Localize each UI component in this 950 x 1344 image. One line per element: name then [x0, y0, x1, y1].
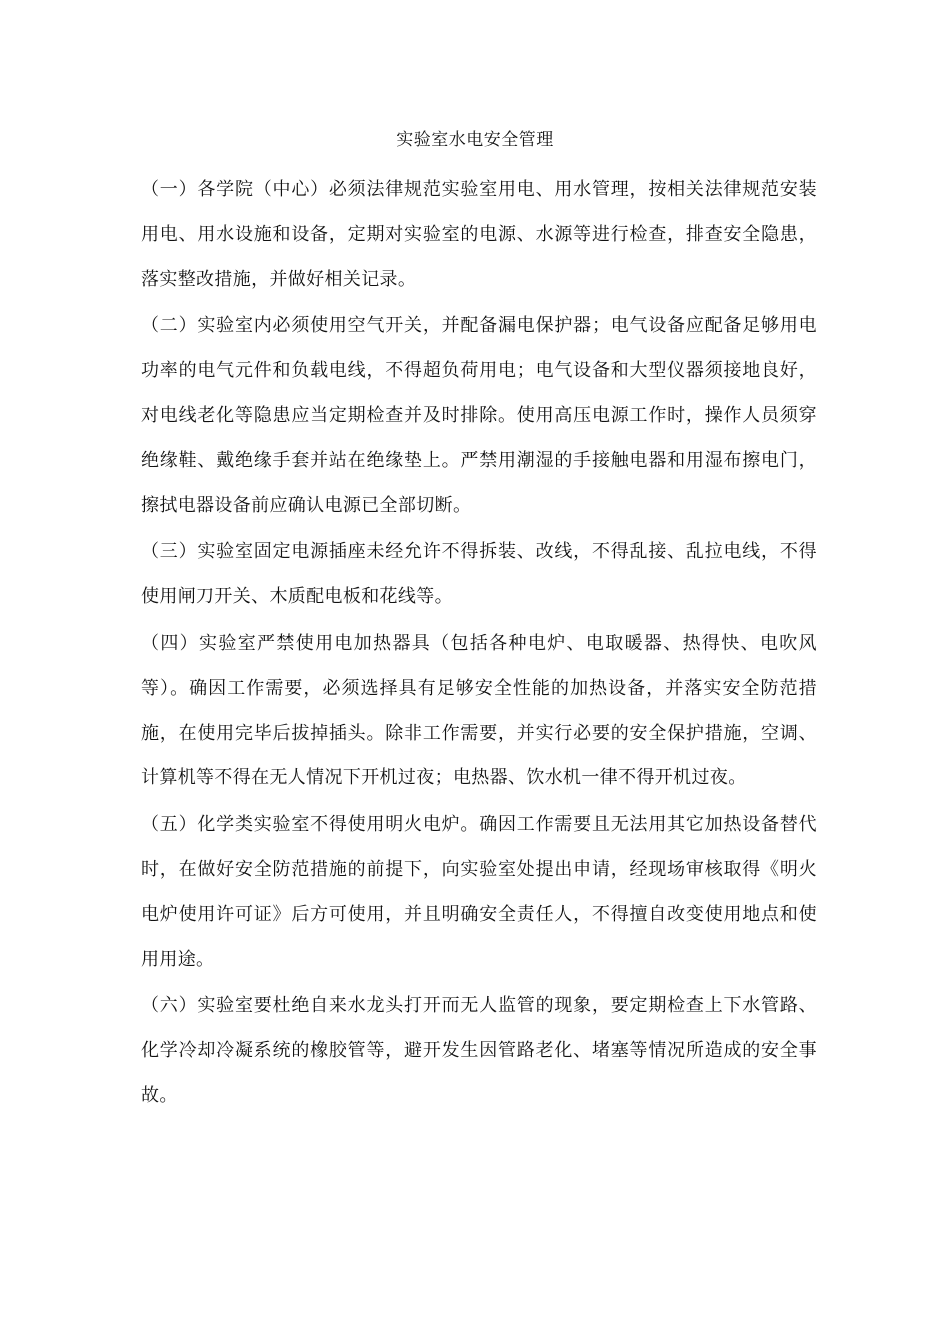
paragraph-5: （五）化学类实验室不得使用明火电炉。确因工作需要且无法用其它加热设备替代时，在做好安全防范措施的前提下，向实验室处提出申请，经现场审核取得《明火电炉使用许可证》后方可使用，并且明确安全责任人，不得擅自改变使用地点和使用用途。 [141, 814, 817, 970]
document-body [141, 168, 817, 1121]
document-title: 实验室水电安全管理 [396, 130, 554, 150]
paragraph-3: （三）实验室固定电源插座未经允许不得拆装、改线，不得乱接、乱拉电线，不得使用闸刀开关、木质配电板和花线等。 [141, 541, 817, 608]
paragraph-6: （六）实验室要杜绝自来水龙头打开而无人监管的现象，要定期检查上下水管路、化学冷却冷凝系统的橡胶管等，避开发生因管路老化、堵塞等情况所造成的安全事故。 [141, 995, 817, 1106]
paragraph-2: （二）实验室内必须使用空气开关，并配备漏电保护器；电气设备应配备足够用电功率的电气元件和负载电线，不得超负荷用电；电气设备和大型仪器须接地良好，对电线老化等隐患应当定期检查并及时排除。使用高压电源工作时，操作人员须穿绝缘鞋、戴绝缘手套并站在绝缘垫上。严禁用潮湿的手接触电器和用湿布擦电门，擦拭电器设备前应确认电源已全部切断。 [141, 315, 817, 516]
paragraph-4: （四）实验室严禁使用电加热器具（包括各种电炉、电取暖器、热得快、电吹风等）。确因工作需要，必须选择具有足够安全性能的加热设备，并落实安全防范措施，在使用完毕后拔掉插头。除非工作需要，并实行必要的安全保护措施，空调、计算机等不得在无人情况下开机过夜；电热器、饮水机一律不得开机过夜。 [141, 632, 817, 789]
paragraph-1: （一）各学院（中心）必须法律规范实验室用电、用水管理，按相关法律规范安装用电、用水设施和设备，定期对实验室的电源、水源等进行检查，排查安全隐患，落实整改措施，并做好相关记录。 [141, 179, 817, 290]
